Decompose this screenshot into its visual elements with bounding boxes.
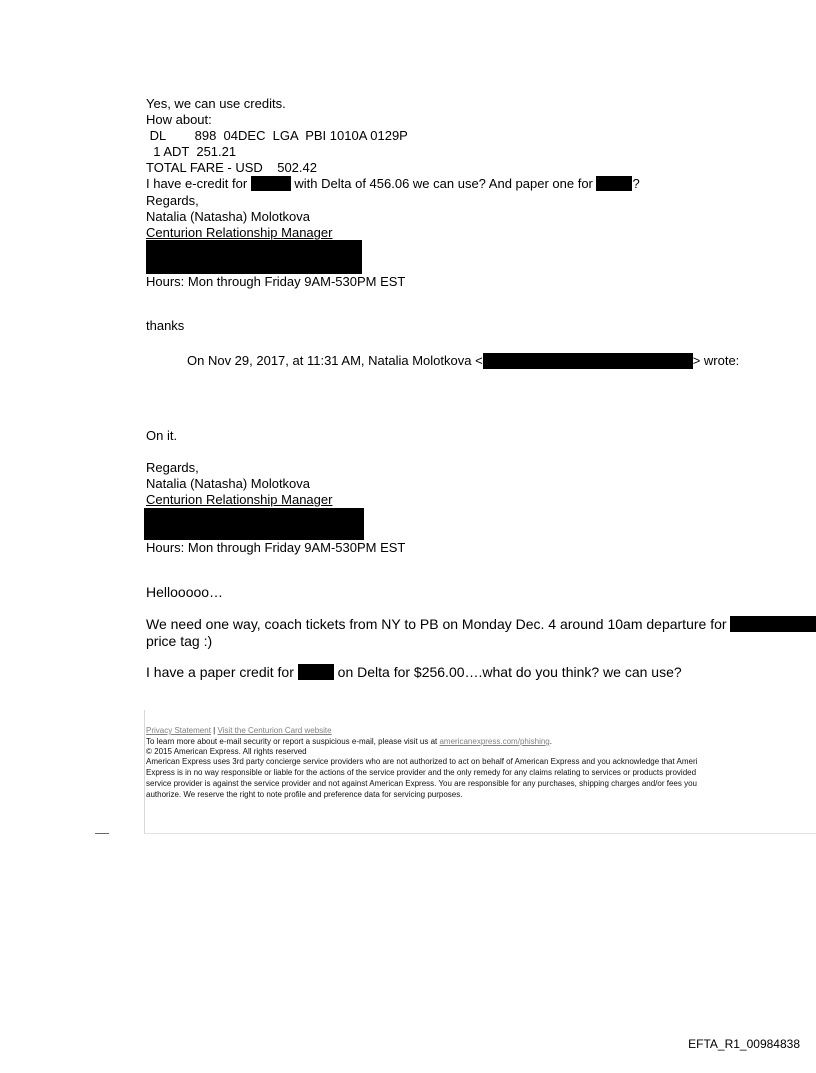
redaction-box <box>251 176 291 191</box>
paper-credit-line <box>146 664 682 681</box>
request-line-continued: price tag :) <box>146 633 213 649</box>
reply-line-how-about: How about: <box>146 112 212 127</box>
quoted-on-it: On it. <box>146 428 178 443</box>
message-frame-left <box>144 710 145 834</box>
paper-credit-text-b: on Delta for $256.00….what do you think? we can use? <box>333 664 682 680</box>
disclaimer-line-1: American Express uses 3rd party concierge service providers who are not authorized to act on behalf of American Express and you acknowledge that Ameri <box>146 757 698 766</box>
quoted-signature-name: Natalia (Natasha) Molotkova <box>146 476 311 491</box>
disclaimer-line-2: Express is in no way responsible or liable for the actions of the service provider and the only remedy for any claims relating to services or products provided <box>146 768 697 777</box>
reply-signature-name: Natalia (Natasha) Molotkova <box>146 209 311 224</box>
paper-credit-text-a: I have a paper credit for <box>146 664 298 680</box>
reply-hours: Hours: Mon through Friday 9AM-530PM EST <box>146 274 406 289</box>
disclaimer-line-4: authorize. We reserve the right to note profile and preference data for servicing purposes. <box>146 790 463 799</box>
greeting-line: Hellooooo… <box>146 584 224 600</box>
security-notice <box>146 737 552 747</box>
thanks-line: thanks <box>146 318 185 333</box>
ecredit-text-a: I have e-credit for <box>146 176 251 191</box>
document-id: EFTA_R1_00984838 <box>688 1037 800 1051</box>
privacy-statement-link[interactable]: Privacy Statement <box>146 726 211 735</box>
security-text-b: . <box>549 737 552 746</box>
legal-links <box>146 726 332 736</box>
quoted-signature-role: Centurion Relationship Manager <box>146 492 333 507</box>
reply-regards: Regards, <box>146 193 199 208</box>
redaction-box <box>730 616 816 632</box>
request-line <box>146 616 816 633</box>
quoted-regards: Regards, <box>146 460 199 475</box>
ecredit-text-c: ? <box>632 176 640 191</box>
quote-header-suffix: > wrote: <box>692 353 740 368</box>
redaction-box <box>144 508 364 540</box>
disclaimer-line-3: service provider is against the service provider and not against American Express. You are responsible for any purchases, shipping charges and/or fees you <box>146 779 697 788</box>
quoted-hours: Hours: Mon through Friday 9AM-530PM EST <box>146 540 406 555</box>
quote-header <box>187 353 739 369</box>
reply-line-credits: Yes, we can use credits. <box>146 96 286 111</box>
legal-separator: | <box>210 726 218 735</box>
redaction-box <box>298 664 334 680</box>
request-text: We need one way, coach tickets from NY to PB on Monday Dec. 4 around 10am departure for <box>146 616 731 632</box>
redaction-box <box>483 353 693 369</box>
copyright-line: © 2015 American Express. All rights reserved <box>146 747 307 756</box>
adt-line: 1 ADT 251.21 <box>146 144 237 159</box>
flight-line: DL 898 04DEC LGA PBI 1010A 0129P <box>146 128 408 143</box>
quote-header-prefix: On Nov 29, 2017, at 11:31 AM, Natalia Molotkova < <box>187 353 483 368</box>
reply-signature-role: Centurion Relationship Manager <box>146 225 333 240</box>
security-text-a: To learn more about e-mail security or report a suspicious e-mail, please visit us at <box>146 737 440 746</box>
phishing-link[interactable]: americanexpress.com/phishing <box>439 737 550 746</box>
ecredit-text-b: with Delta of 456.06 we can use? And paper one for <box>290 176 597 191</box>
centurion-website-link[interactable]: Visit the Centurion Card website <box>217 726 332 735</box>
redaction-box <box>146 240 362 274</box>
message-frame-bottom <box>144 833 816 834</box>
ecredit-line <box>146 176 640 192</box>
total-fare-line: TOTAL FARE - USD 502.42 <box>146 160 317 175</box>
page-mark <box>95 833 109 834</box>
redaction-box <box>596 176 632 191</box>
